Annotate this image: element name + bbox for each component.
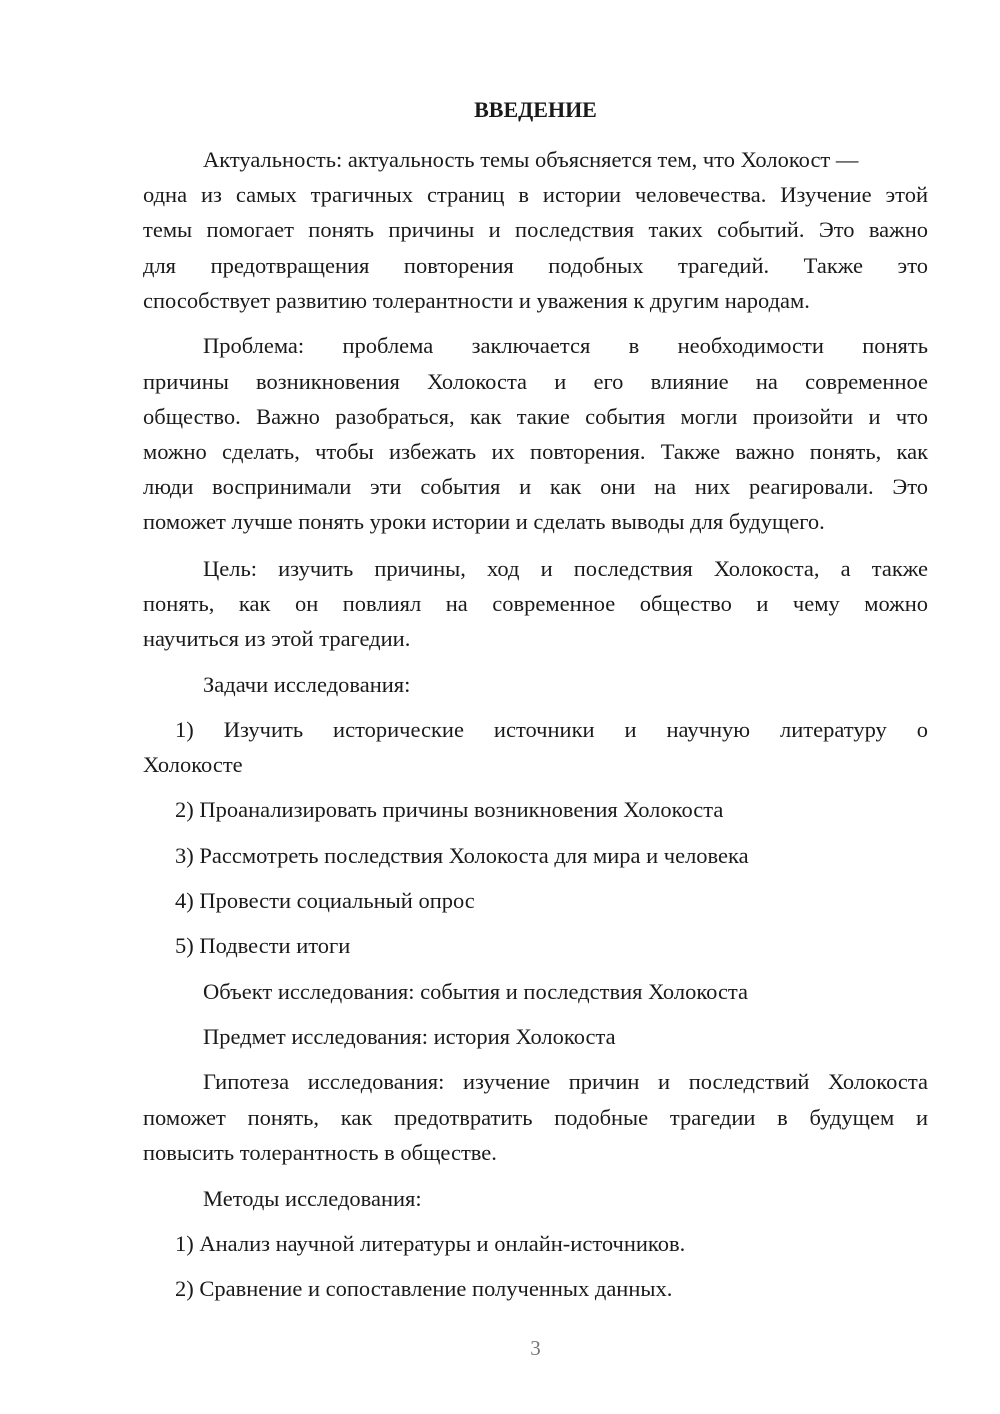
text-line: способствует развитию толерантности и уважения к другим народам. bbox=[143, 288, 810, 313]
text-line: Задачи исследования: bbox=[203, 672, 411, 697]
text-line: поможет понять, как предотвратить подобные трагедии в будущем и bbox=[143, 1105, 928, 1130]
list-item: 5) Подвести итоги bbox=[175, 933, 351, 958]
text-line: для предотвращения повторения подобных трагедий. Также это bbox=[143, 253, 928, 278]
text-line: понять, как он повлиял на современное общество и чему можно bbox=[143, 591, 928, 616]
list-item: 3) Рассмотреть последствия Холокоста для мира и человека bbox=[175, 843, 749, 868]
text-line: Цель: изучить причины, ход и последствия Холокоста, а также bbox=[203, 556, 928, 581]
text-line: поможет лучше понять уроки истории и сделать выводы для будущего. bbox=[143, 509, 825, 534]
list-item: 2) Сравнение и сопоставление полученных данных. bbox=[175, 1276, 673, 1301]
text-line: Предмет исследования: история Холокоста bbox=[203, 1024, 616, 1049]
text-line: одна из самых трагичных страниц в истории человечества. Изучение этой bbox=[143, 182, 928, 207]
text-line: Гипотеза исследования: изучение причин и последствий Холокоста bbox=[203, 1069, 928, 1094]
text-line: Объект исследования: события и последствия Холокоста bbox=[203, 979, 749, 1004]
list-item: 1) Анализ научной литературы и онлайн-источников. bbox=[175, 1231, 686, 1256]
text-line: Методы исследования: bbox=[203, 1186, 422, 1211]
text-line: люди воспринимали эти события и как они на них реагировали. Это bbox=[143, 474, 928, 499]
text-line: Актуальность: актуальность темы объясняется тем, что Холокост — bbox=[203, 147, 859, 172]
text-line: Холокосте bbox=[143, 752, 243, 777]
list-item: 2) Проанализировать причины возникновения Холокоста bbox=[175, 797, 724, 822]
text-line: Проблема: проблема заключается в необходимости понять bbox=[203, 333, 928, 358]
list-item: 1) Изучить исторические источники и научную литературу о bbox=[175, 717, 928, 742]
document-page bbox=[143, 0, 928, 1414]
page-number: 3 bbox=[530, 1336, 541, 1360]
text-line: повысить толерантность в обществе. bbox=[143, 1140, 497, 1165]
text-line: причины возникновения Холокоста и его влияние на современное bbox=[143, 369, 928, 394]
text-line: темы помогает понять причины и последствия таких событий. Это важно bbox=[143, 217, 928, 242]
text-line: научиться из этой трагедии. bbox=[143, 626, 411, 651]
list-item: 4) Провести социальный опрос bbox=[175, 888, 475, 913]
page-title: ВВЕДЕНИЕ bbox=[474, 97, 597, 122]
text-line: общество. Важно разобраться, как такие события могли произойти и что bbox=[143, 404, 928, 429]
text-line: можно сделать, чтобы избежать их повторения. Также важно понять, как bbox=[143, 439, 928, 464]
